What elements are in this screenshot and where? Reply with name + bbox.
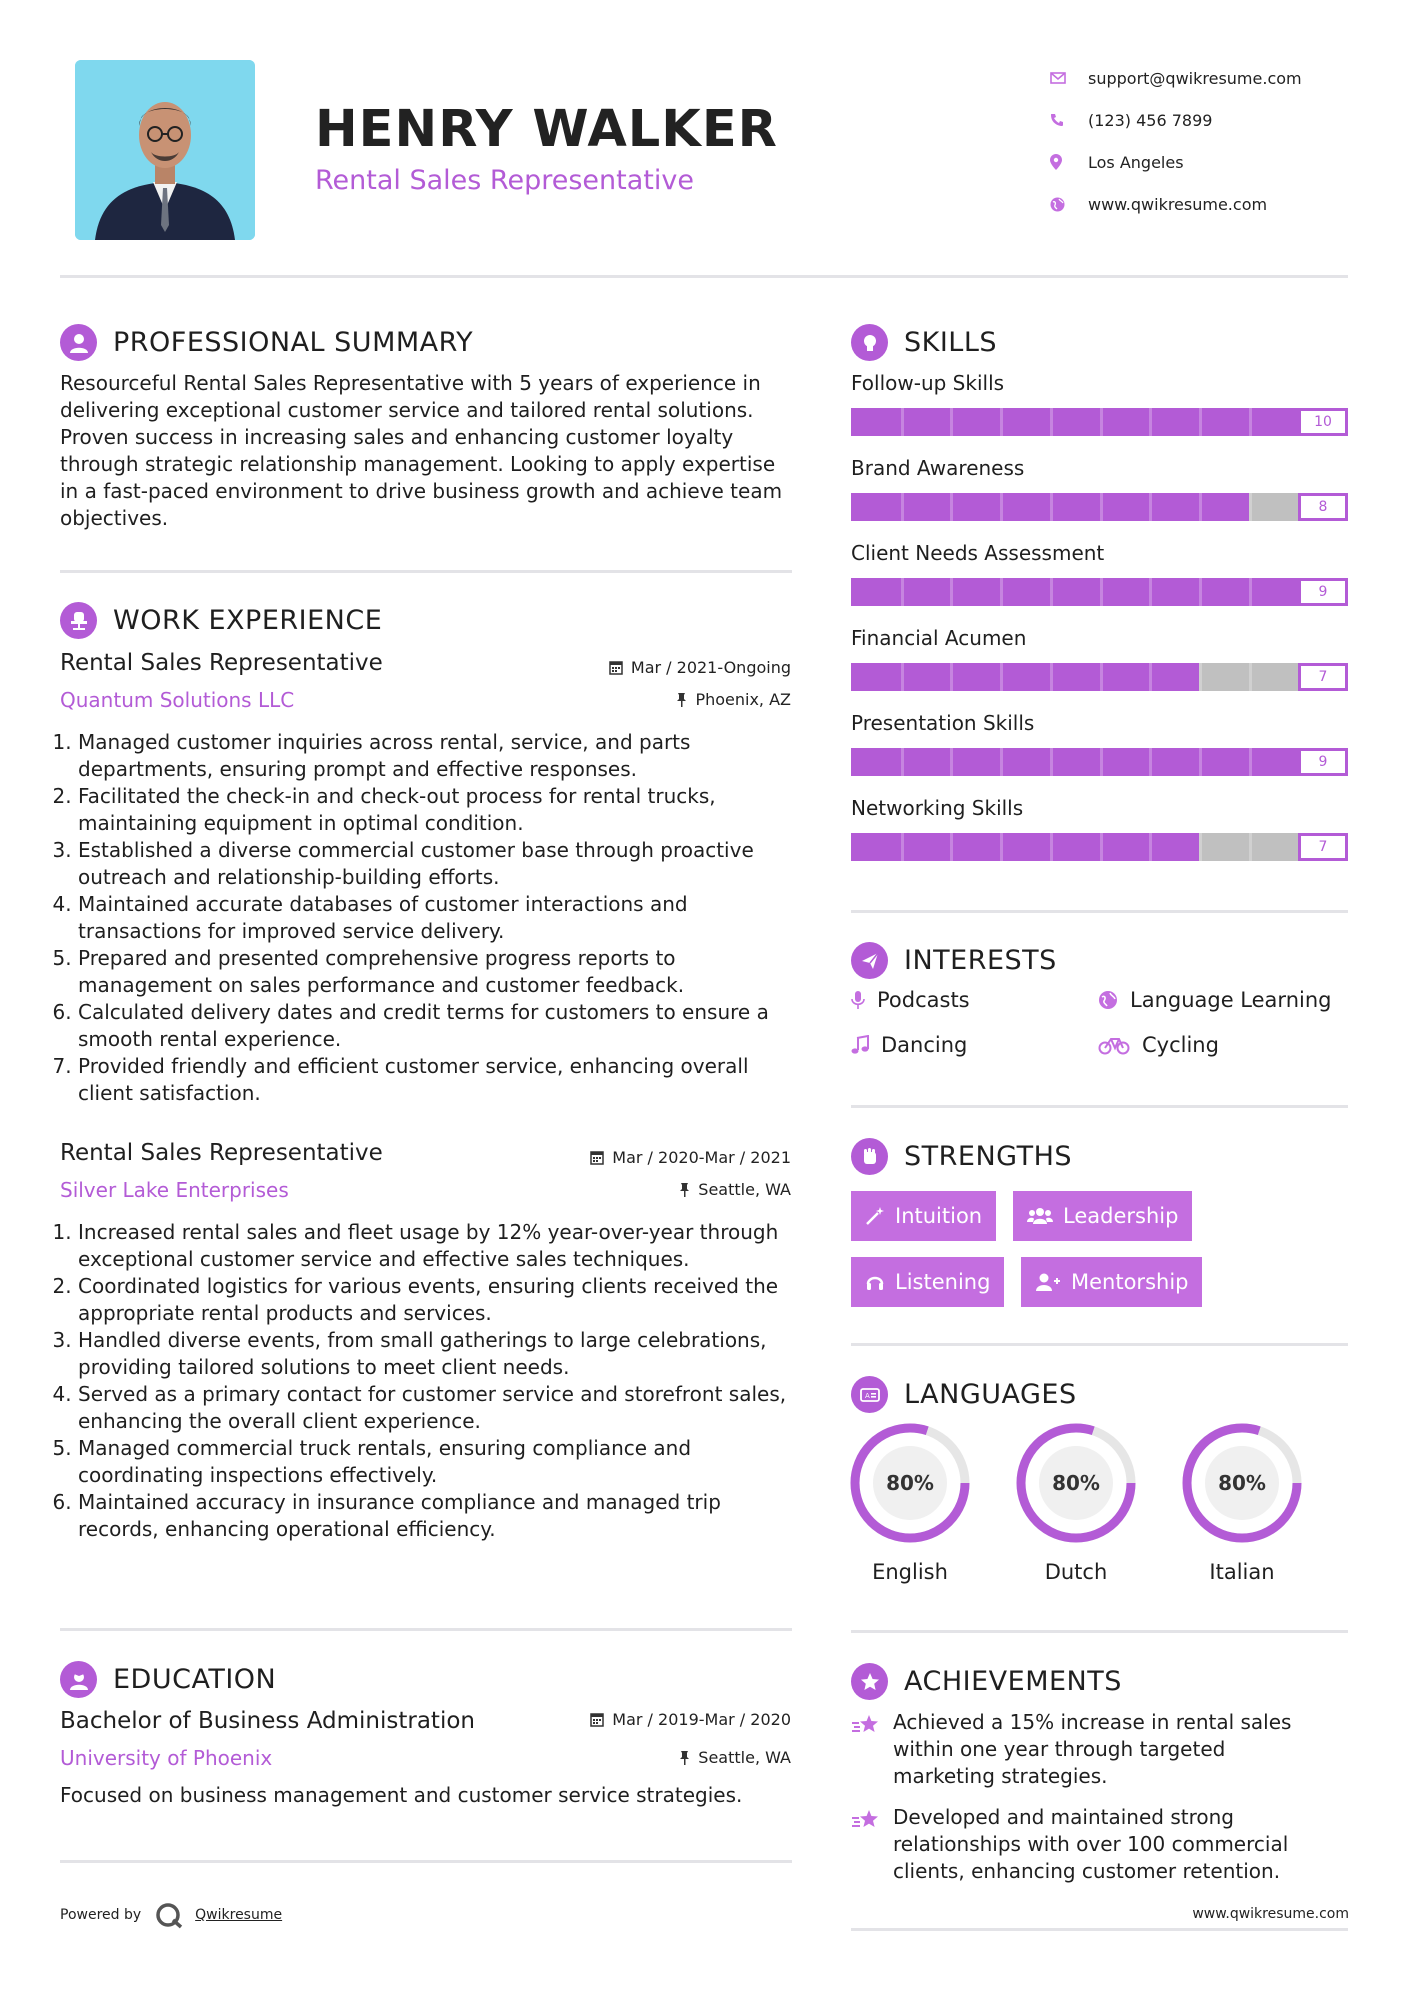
star-badge-icon bbox=[851, 1663, 888, 1700]
skill-bar-divider bbox=[950, 663, 953, 691]
languages-section-header bbox=[851, 1376, 1077, 1413]
svg-text:A: A bbox=[864, 1391, 870, 1400]
skill-bar-divider bbox=[1050, 578, 1053, 606]
education-section-header bbox=[60, 1661, 276, 1698]
contact-website[interactable] bbox=[1050, 183, 1302, 225]
skill-bar bbox=[851, 833, 1348, 861]
list-item: 1. Managed customer inquiries across rental, service, and parts departments, ensuring prompt and effective responses. bbox=[78, 729, 800, 783]
brand-link[interactable]: Qwikresume bbox=[195, 1907, 283, 1923]
interest-cycling bbox=[1098, 1033, 1219, 1057]
graduate-icon bbox=[60, 1661, 97, 1698]
job-date bbox=[609, 658, 791, 677]
job-date-text: Mar / 2020-Mar / 2021 bbox=[612, 1148, 791, 1167]
strengths-divider bbox=[851, 1343, 1348, 1346]
work-section-header bbox=[60, 602, 382, 639]
achievement-text: Developed and maintained strong relationships with over 100 commercial clients, enhancing customer retention. bbox=[893, 1805, 1289, 1883]
strength-label: Mentorship bbox=[1071, 1270, 1189, 1294]
contact-location bbox=[1050, 141, 1302, 183]
job-date bbox=[590, 1148, 791, 1167]
skill-bar-divider bbox=[1149, 578, 1152, 606]
skill-level-badge: 9 bbox=[1298, 578, 1348, 606]
powered-by bbox=[60, 1900, 282, 1930]
calendar-icon bbox=[609, 660, 623, 675]
music-note-icon bbox=[851, 1035, 869, 1055]
education-description: Focused on business management and customer service strategies. bbox=[60, 1783, 743, 1807]
interest-label: Podcasts bbox=[877, 988, 970, 1012]
skill-bar-divider bbox=[1050, 408, 1053, 436]
skill-bar-divider bbox=[1149, 833, 1152, 861]
strength-listening bbox=[851, 1257, 1004, 1307]
candidate-name: HENRY WALKER bbox=[315, 100, 778, 159]
skill-bar-divider bbox=[1000, 748, 1003, 776]
list-item: 3. Established a diverse commercial customer base through proactive outreach and relationship-building efforts. bbox=[78, 837, 800, 891]
skill-bar-divider bbox=[1100, 408, 1103, 436]
job-responsibilities bbox=[60, 729, 800, 1107]
list-item: 2. Facilitated the check-in and check-out process for rental trucks, maintaining equipment in optimal condition. bbox=[78, 783, 800, 837]
list-item: 5. Prepared and presented comprehensive progress reports to management on sales performance and customer feedback. bbox=[78, 945, 800, 999]
strength-mentorship bbox=[1021, 1257, 1202, 1307]
skill-bar-divider bbox=[1000, 663, 1003, 691]
job-title: Rental Sales Representative bbox=[60, 650, 383, 676]
skill-bar-divider bbox=[1100, 663, 1103, 691]
skill-bar bbox=[851, 578, 1348, 606]
list-item: 3. Handled diverse events, from small gatherings to large celebrations, providing tailored solutions to meet client needs. bbox=[78, 1327, 800, 1381]
interests-section-header bbox=[851, 942, 1057, 979]
skill-level-badge: 9 bbox=[1298, 748, 1348, 776]
skill-bar-divider bbox=[1249, 833, 1252, 861]
skill-bar-divider bbox=[901, 748, 904, 776]
contact-email-text: support@qwikresume.com bbox=[1088, 68, 1302, 88]
job-location bbox=[679, 1180, 791, 1199]
contact-email[interactable] bbox=[1050, 57, 1302, 99]
paper-plane-icon bbox=[851, 942, 888, 979]
degree-title: Bachelor of Business Administration bbox=[60, 1708, 475, 1734]
skill-bar-divider bbox=[1000, 493, 1003, 521]
skill-bar-divider bbox=[1050, 833, 1053, 861]
language-item bbox=[1015, 1422, 1137, 1584]
language-item bbox=[1181, 1422, 1303, 1584]
education-title: EDUCATION bbox=[113, 1664, 277, 1695]
list-item: 5. Managed commercial truck rentals, ensuring compliance and coordinating inspections effectively. bbox=[78, 1435, 800, 1489]
footer-website[interactable]: www.qwikresume.com bbox=[1192, 1906, 1349, 1922]
list-item: 4. Maintained accurate databases of customer interactions and transactions for improved service delivery. bbox=[78, 891, 800, 945]
list-item: 1. Increased rental sales and fleet usage by 12% year-over-year through exceptional customer service and effective sales techniques. bbox=[78, 1219, 800, 1273]
skill-bar-divider bbox=[1050, 748, 1053, 776]
candidate-role: Rental Sales Representative bbox=[315, 165, 694, 196]
skill-bar-divider bbox=[1249, 408, 1252, 436]
pushpin-icon bbox=[679, 1750, 690, 1765]
job-location bbox=[676, 690, 791, 709]
skill-bar-divider bbox=[950, 578, 953, 606]
skill-level-badge: 7 bbox=[1298, 663, 1348, 691]
skill-bar-divider bbox=[1249, 578, 1252, 606]
skills-section-header bbox=[851, 324, 997, 361]
skill-level-badge: 8 bbox=[1298, 493, 1348, 521]
skill-label: Presentation Skills bbox=[851, 711, 1035, 735]
microphone-icon bbox=[851, 990, 865, 1010]
magic-wand-icon bbox=[865, 1206, 885, 1226]
skill-bar-divider bbox=[1249, 493, 1252, 521]
interests-divider bbox=[851, 1105, 1348, 1108]
education-date-text: Mar / 2019-Mar / 2020 bbox=[612, 1710, 791, 1729]
language-name: Italian bbox=[1209, 1560, 1275, 1584]
skill-bar-divider bbox=[1000, 833, 1003, 861]
school-name: University of Phoenix bbox=[60, 1746, 273, 1770]
skill-bar-divider bbox=[1249, 748, 1252, 776]
shooting-star-icon bbox=[851, 1713, 881, 1737]
language-item bbox=[849, 1422, 971, 1584]
language-icon bbox=[851, 1376, 888, 1413]
skill-bar-divider bbox=[1100, 578, 1103, 606]
skills-divider bbox=[851, 910, 1348, 913]
skill-bar-divider bbox=[1149, 408, 1152, 436]
skill-bar bbox=[851, 493, 1348, 521]
skill-label: Networking Skills bbox=[851, 796, 1024, 820]
skill-bar-divider bbox=[1100, 748, 1103, 776]
education-date bbox=[590, 1710, 791, 1729]
location-pin-icon bbox=[1050, 154, 1088, 170]
skill-bar bbox=[851, 748, 1348, 776]
contact-website-text: www.qwikresume.com bbox=[1088, 194, 1268, 214]
language-name: English bbox=[872, 1560, 948, 1584]
skill-bar-divider bbox=[1050, 493, 1053, 521]
fist-icon bbox=[851, 1138, 888, 1175]
skill-bar-divider bbox=[1149, 493, 1152, 521]
achievements-title: ACHIEVEMENTS bbox=[904, 1666, 1122, 1697]
strength-leadership bbox=[1013, 1191, 1192, 1241]
skill-bar-divider bbox=[1199, 748, 1202, 776]
education-location bbox=[679, 1748, 791, 1767]
skill-bar-divider bbox=[950, 748, 953, 776]
work-divider bbox=[60, 1628, 792, 1631]
pushpin-icon bbox=[676, 692, 687, 707]
skill-bar-divider bbox=[950, 493, 953, 521]
company-name: Quantum Solutions LLC bbox=[60, 688, 295, 712]
job-date-text: Mar / 2021-Ongoing bbox=[630, 658, 791, 677]
skill-bar bbox=[851, 408, 1348, 436]
list-item: 6. Maintained accuracy in insurance compliance and managed trip records, enhancing operational efficiency. bbox=[78, 1489, 800, 1543]
strength-label: Intuition bbox=[895, 1204, 983, 1228]
skill-bar-divider bbox=[950, 833, 953, 861]
skill-bar-divider bbox=[1199, 578, 1202, 606]
skill-bar-divider bbox=[901, 408, 904, 436]
strength-label: Leadership bbox=[1063, 1204, 1179, 1228]
footer-divider bbox=[851, 1928, 1348, 1931]
shooting-star-icon bbox=[851, 1808, 881, 1832]
globe-icon bbox=[1098, 990, 1118, 1010]
summary-title: PROFESSIONAL SUMMARY bbox=[113, 327, 474, 358]
achievement-item bbox=[851, 1709, 1321, 1790]
users-icon bbox=[1027, 1206, 1053, 1226]
skill-bar-fill bbox=[851, 578, 1298, 606]
skill-bar-divider bbox=[901, 578, 904, 606]
contact-phone-text: (123) 456 7899 bbox=[1088, 110, 1213, 130]
lightbulb-icon bbox=[851, 324, 888, 361]
skill-label: Brand Awareness bbox=[851, 456, 1025, 480]
skill-bar-fill bbox=[851, 748, 1298, 776]
skill-bar-divider bbox=[1149, 748, 1152, 776]
languages-title: LANGUAGES bbox=[904, 1379, 1077, 1410]
skill-bar bbox=[851, 663, 1348, 691]
contact-list bbox=[1050, 57, 1302, 225]
skill-bar-divider bbox=[1199, 833, 1202, 861]
interest-language-learning bbox=[1098, 988, 1331, 1012]
headphones-icon bbox=[865, 1272, 885, 1292]
skill-bar-divider bbox=[901, 493, 904, 521]
header-divider bbox=[60, 275, 1348, 278]
skill-bar-divider bbox=[1199, 663, 1202, 691]
skill-bar-divider bbox=[1000, 408, 1003, 436]
calendar-icon bbox=[590, 1150, 604, 1165]
globe-icon bbox=[1050, 197, 1088, 212]
qwikresume-logo-icon bbox=[153, 1900, 187, 1930]
interest-dancing bbox=[851, 1033, 967, 1057]
achievement-item bbox=[851, 1804, 1321, 1885]
language-percent: 80% bbox=[886, 1471, 934, 1495]
languages-divider bbox=[851, 1630, 1348, 1633]
interest-label: Language Learning bbox=[1130, 988, 1332, 1012]
strengths-title: STRENGTHS bbox=[904, 1141, 1073, 1172]
list-item: 6. Calculated delivery dates and credit terms for customers to ensure a smooth rental experience. bbox=[78, 999, 800, 1053]
interests-title: INTERESTS bbox=[904, 945, 1057, 976]
list-item: 4. Served as a primary contact for customer service and storefront sales, enhancing the overall client experience. bbox=[78, 1381, 800, 1435]
profile-photo bbox=[75, 60, 255, 240]
achievements-section-header bbox=[851, 1663, 1122, 1700]
language-percent: 80% bbox=[1052, 1471, 1100, 1495]
contact-phone bbox=[1050, 99, 1302, 141]
list-item: 7. Provided friendly and efficient customer service, enhancing overall client satisfaction. bbox=[78, 1053, 800, 1107]
summary-text: Resourceful Rental Sales Representative with 5 years of experience in delivering exceptional customer service and tailored rental solutions. Proven success in increasing sales and enhancing customer loyalty through strategic relationship management. Looking to apply expertise in a fast-paced environment to drive business growth and achieve team objectives. bbox=[60, 371, 783, 530]
briefcase-chair-icon bbox=[60, 602, 97, 639]
job-title: Rental Sales Representative bbox=[60, 1140, 383, 1166]
achievement-text: Achieved a 15% increase in rental sales within one year through targeted marketing strategies. bbox=[893, 1710, 1292, 1788]
job-responsibilities bbox=[60, 1219, 800, 1543]
skill-label: Client Needs Assessment bbox=[851, 541, 1105, 565]
summary-section-header bbox=[60, 324, 473, 361]
job-location-text: Phoenix, AZ bbox=[695, 690, 791, 709]
skill-bar-divider bbox=[1249, 663, 1252, 691]
skills-title: SKILLS bbox=[904, 327, 998, 358]
interest-label: Cycling bbox=[1142, 1033, 1219, 1057]
skill-bar-divider bbox=[1000, 578, 1003, 606]
interest-label: Dancing bbox=[881, 1033, 968, 1057]
skill-bar-divider bbox=[1100, 833, 1103, 861]
add-user-icon bbox=[1035, 1272, 1061, 1292]
skill-bar-divider bbox=[901, 663, 904, 691]
skill-bar-divider bbox=[1100, 493, 1103, 521]
company-name: Silver Lake Enterprises bbox=[60, 1178, 289, 1202]
skill-level-badge: 7 bbox=[1298, 833, 1348, 861]
list-item: 2. Coordinated logistics for various events, ensuring clients received the appropriate rental products and services. bbox=[78, 1273, 800, 1327]
strength-label: Listening bbox=[895, 1270, 991, 1294]
calendar-icon bbox=[590, 1712, 604, 1727]
phone-icon bbox=[1050, 113, 1088, 127]
education-location-text: Seattle, WA bbox=[698, 1748, 791, 1767]
pushpin-icon bbox=[679, 1182, 690, 1197]
powered-by-label: Powered by bbox=[60, 1907, 142, 1923]
skill-level-badge: 10 bbox=[1298, 408, 1348, 436]
strengths-section-header bbox=[851, 1138, 1072, 1175]
mail-icon bbox=[1050, 72, 1088, 84]
interest-podcasts bbox=[851, 988, 970, 1012]
skill-label: Financial Acumen bbox=[851, 626, 1027, 650]
skill-bar-divider bbox=[950, 408, 953, 436]
user-icon bbox=[60, 324, 97, 361]
skill-bar-divider bbox=[1199, 493, 1202, 521]
skill-label: Follow-up Skills bbox=[851, 371, 1005, 395]
contact-location-text: Los Angeles bbox=[1088, 152, 1184, 172]
work-title: WORK EXPERIENCE bbox=[113, 605, 383, 636]
language-percent: 80% bbox=[1218, 1471, 1266, 1495]
skill-bar-divider bbox=[901, 833, 904, 861]
skill-bar-divider bbox=[1050, 663, 1053, 691]
strength-intuition bbox=[851, 1191, 996, 1241]
skill-bar-divider bbox=[1149, 663, 1152, 691]
skill-bar-divider bbox=[1199, 408, 1202, 436]
education-divider bbox=[60, 1860, 792, 1863]
language-name: Dutch bbox=[1044, 1560, 1108, 1584]
summary-divider bbox=[60, 570, 792, 573]
bicycle-icon bbox=[1098, 1035, 1130, 1055]
job-location-text: Seattle, WA bbox=[698, 1180, 791, 1199]
